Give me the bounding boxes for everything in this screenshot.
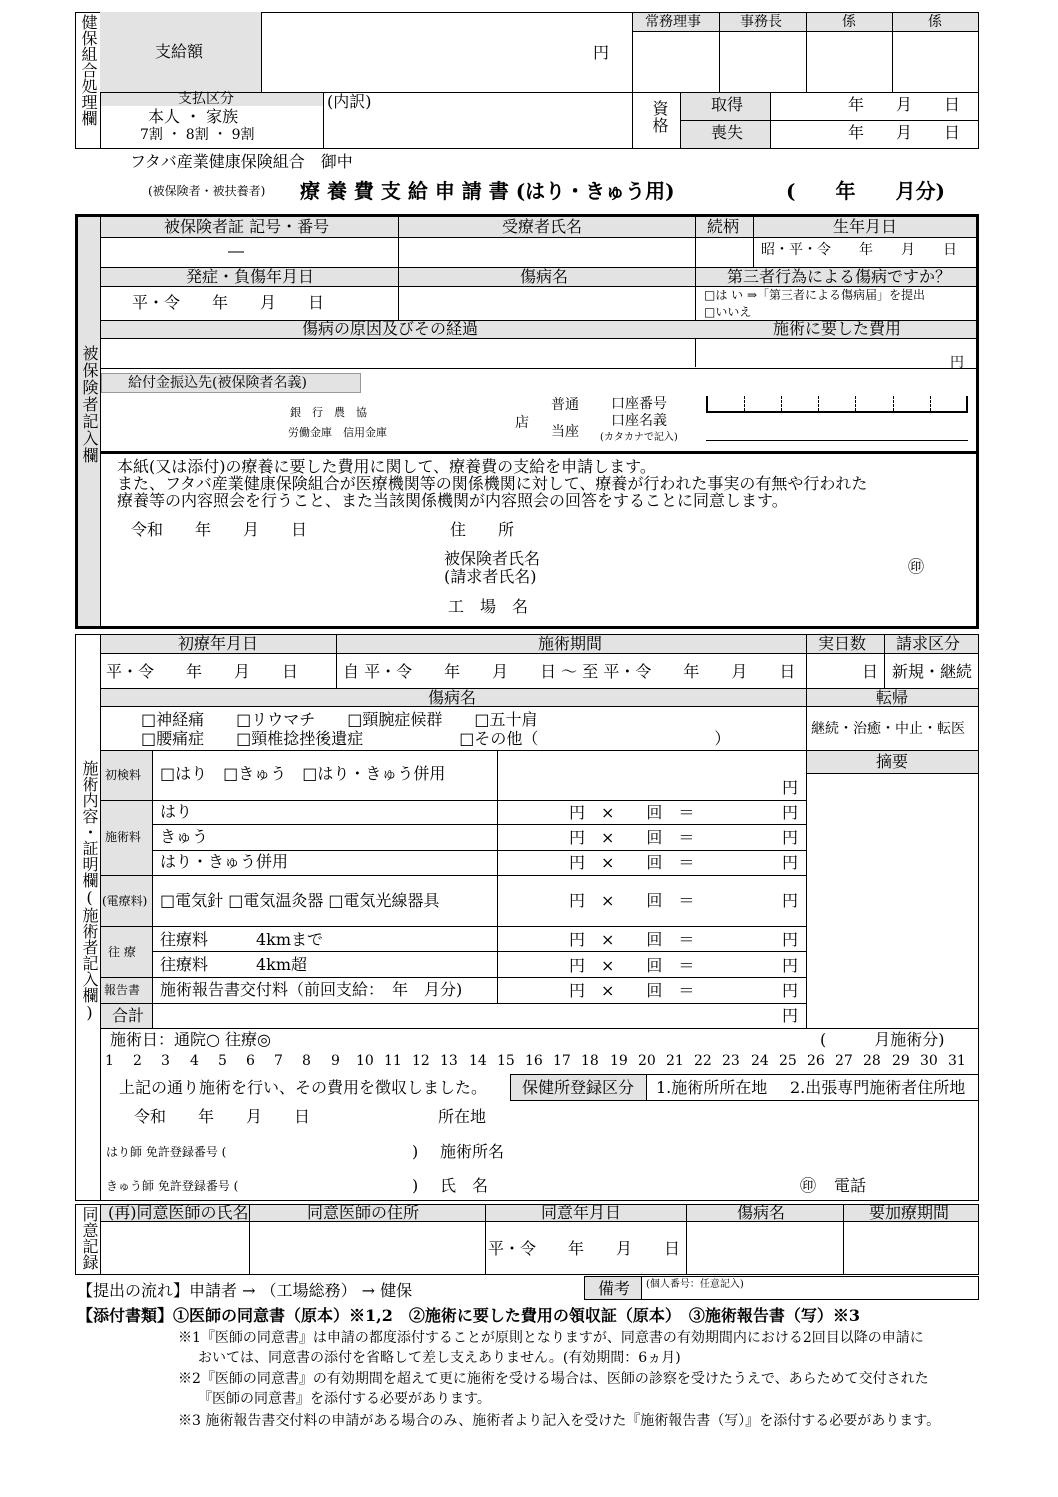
shoryo-label: 初療年月日 [178,634,259,653]
sejutsu-hari: はり [160,802,193,821]
uchiwake-label: (内訳) [327,92,372,111]
sejutsu-heiyo-yen: 円 [782,853,799,872]
genin-label: 傷病の原因及びその経過 [302,319,479,338]
treatment-day[interactable]: 18 [581,1053,599,1069]
soshitsu-label: 喪失 [711,123,744,142]
approval-jomu: 常務理事 [645,14,701,30]
jitsu-nichi: 日 [862,662,879,681]
denwa-label: 電話 [834,1176,867,1195]
shikyu-yen: 円 [593,43,610,62]
harishi-label: はり師 免許登録番号 ( [106,1145,227,1159]
shobyo-label: 傷病名 [520,267,569,286]
treatment-day[interactable]: 31 [948,1053,966,1069]
sejutsu-date[interactable]: 令和 年 月 日 [134,1107,311,1126]
koza-no-label: 口座番号 [611,396,667,412]
consent-side-label: 同意記録 [80,1206,99,1270]
treatment-day[interactable]: 4 [190,1053,199,1069]
treatment-day[interactable]: 10 [356,1053,374,1069]
treatment-days-row [100,1053,979,1071]
daisan-iie[interactable]: □いいえ [704,305,752,319]
kigo-label: 被保険者証 記号・番号 [164,217,330,236]
treatment-day[interactable]: 9 [331,1053,340,1069]
sejutsubi-label: 施術日：通院○ 往療◎ [110,1030,272,1049]
treatment-day[interactable]: 12 [412,1053,430,1069]
treatment-day[interactable]: 19 [610,1053,628,1069]
shimei-label: 氏 名 [440,1176,489,1195]
orai-1-yen: 円 [782,930,799,949]
treatment-day[interactable]: 27 [835,1053,853,1069]
sejutsu-label: 施術料 [105,830,142,844]
shutoku-label: 取得 [711,95,744,114]
hokenjo-option-1[interactable]: 1.施術所所在地 [656,1078,768,1097]
title-month: ( 年 月分) [786,179,945,203]
shoken-yen: 円 [782,778,799,797]
note-1a: ※1『医師の同意書』は申請の都度添付することが原則となりますが、同意書の有効期間内における2回目以降の申請に [178,1330,924,1346]
treatment-day[interactable]: 23 [722,1053,740,1069]
treatment-day[interactable]: 16 [525,1053,543,1069]
daisan-hai[interactable]: □は い ⇒「第三者による傷病届」を提出 [704,288,926,302]
sejutsu-month[interactable]: ( 月施術分) [820,1030,945,1049]
tenki-options[interactable]: 継続・治癒・中止・転医 [811,721,965,737]
koza-mei-field[interactable] [706,440,968,441]
kojo-label: 工 場 名 [448,597,529,616]
note-1b: おいては、同意書の添付を省略して差し支えありません。(有効期間：6ヵ月) [198,1350,681,1366]
treatment-day[interactable]: 5 [218,1053,227,1069]
submit-flow: 【提出の流れ】申請者 → （工場総務） → 健保 [77,1281,413,1300]
shoken-label: 初検料 [105,768,142,782]
treatment-day[interactable]: 3 [161,1053,170,1069]
treatment-day[interactable]: 13 [440,1053,458,1069]
seinen-label: 生年月日 [833,217,898,236]
soshitsu-date[interactable]: 年 月 日 [848,123,961,142]
shikyu-label: 支給額 [155,42,204,61]
cons-ishi-label: (再)同意医師の氏名 [108,1203,249,1222]
hokoku-yen: 円 [782,981,799,1000]
sejutsu-heiyo-calc[interactable]: 円 × 回 ＝ [569,853,695,872]
honnin-kazoku: 本人 ・ 家族 [148,107,239,126]
bank-type-1[interactable]: 銀 行 農 協 [290,406,367,419]
cons-jusho-label: 同意医師の住所 [307,1203,420,1222]
shimei-label-2: (請求者氏名) [444,567,537,586]
tenki-label: 転帰 [876,688,909,707]
treatment-day[interactable]: 22 [694,1053,712,1069]
koza-mei-label: 口座名義 [611,413,667,429]
toza-option[interactable]: 当座 [551,424,579,440]
hassho-date[interactable]: 平・令 年 月 日 [132,293,325,312]
furikomi-label: 給付金振込先(被保険者名義) [128,375,307,391]
disease-options-2[interactable]: □腰痛症 □頸椎捻挫後遺症 □その他（ ） [141,729,731,748]
tekiyo-label: 摘要 [876,752,909,771]
bank-type-2[interactable]: 労働金庫 信用金庫 [288,426,387,439]
trt-seal-mark: ㊞ [800,1176,817,1195]
note-2b: 『医師の同意書』を添付する必要があります。 [198,1391,491,1407]
jitsu-label: 実日数 [818,634,867,653]
biko-label: 備考 [598,1279,631,1298]
orai-2-calc[interactable]: 円 × 回 ＝ [569,956,695,975]
wari-options: 7割 ・ 8割 ・ 9割 [140,127,255,143]
orai-1: 往療料 4kmまで [160,930,324,949]
treatment-day[interactable]: 8 [302,1053,311,1069]
kenpo-side-label: 健保組合処理欄 [79,14,98,126]
treatment-day[interactable]: 26 [807,1053,825,1069]
kana-note: (カタカナで記入) [600,432,678,443]
futsu-option[interactable]: 普通 [551,397,579,413]
declaration-3: 療養等の内容照会を行うこと、また当該関係機関が内容照会の回答をすることに同意します。 [117,491,788,510]
biko-box [584,1276,979,1300]
treatment-day[interactable]: 7 [274,1053,283,1069]
seikyu-options[interactable]: 新規・継続 [892,662,973,681]
denryo-options[interactable]: □電気針 □電気温灸器 □電気光線器具 [160,891,440,910]
treatment-day[interactable]: 2 [133,1053,142,1069]
hokenjo-option-2[interactable]: 2.出張専門施術者住所地 [790,1078,966,1097]
choshu-statement: 上記の通り施術を行い、その費用を徴収しました。 [119,1078,488,1097]
declaration-2: また、フタバ産業健康保険組合が医療機関等の関係機関に対して、療養が行われた事実の有無や行われた [117,474,868,493]
treatment-day[interactable]: 25 [779,1053,797,1069]
sejutsu-hari-yen: 円 [782,803,799,822]
jushin-label: 受療者氏名 [502,217,583,236]
treatment-side-label: 施術内容・証明欄(施術者記入欄) [80,760,99,1022]
seal-mark: ㊞ [908,557,925,576]
cons-date-label: 同意年月日 [541,1203,622,1222]
note-2a: ※2『医師の同意書』の有効期間を超えて更に施術を受ける場合は、医師の診察を受けたうえで、あらためて交付された [178,1371,929,1387]
denryo-calc[interactable]: 円 × 回 ＝ [569,891,695,910]
sejutsu-hari-calc[interactable]: 円 × 回 ＝ [569,803,695,822]
trt-shobyo-label: 傷病名 [428,688,477,707]
treatment-day[interactable]: 24 [751,1053,769,1069]
denryo-yen: 円 [782,891,799,910]
orai-label: 往 療 [108,945,136,959]
sejutsu-kyu-yen: 円 [782,828,799,847]
hassho-label: 発症・負傷年月日 [186,267,315,286]
shozai-label: 所在地 [438,1107,487,1126]
treatment-day[interactable]: 30 [920,1053,938,1069]
denryo-label: (電療料) [102,894,148,908]
approval-kakari-2: 係 [928,14,942,30]
shimei-label-1: 被保険者氏名 [444,549,541,568]
treatment-day[interactable]: 1 [105,1053,114,1069]
gokei-label: 合計 [112,1006,145,1025]
kikan-label: 施術期間 [538,634,603,653]
note-3: ※3 施術報告書交付料の申請がある場合のみ、施術者より記入を受けた『施術報告書（写）』を添付する必要があります。 [178,1413,941,1429]
treatment-day[interactable]: 29 [892,1053,910,1069]
insured-side-label: 被保険者記入欄 [80,345,99,464]
sejutsu-heiyo: はり・きゅう併用 [160,852,289,871]
cons-kikan-label: 要加療期間 [869,1203,950,1222]
treatment-day[interactable]: 28 [863,1053,881,1069]
hiyo-label: 施術に要した費用 [773,319,902,338]
disease-options-1[interactable]: □神経痛 □リウマチ □頸腕症候群 □五十肩 [141,710,538,729]
title-prefix: (被保険者・被扶養者) [148,184,266,198]
page-title: 療 養 費 支 給 申 請 書 (はり・きゅう用) [300,179,675,203]
treatment-day[interactable]: 17 [553,1053,571,1069]
declaration-1: 本紙(又は添付)の療養に要した費用に関して、療養費の支給を申請します。 [117,457,656,476]
kyushi-close: ) [412,1176,419,1195]
tempu-shorui: 【添付書類】①医師の同意書（原本）※1,2 ②施術に要した費用の領収証（原本） ③施術報告書（写）※3 [77,1306,860,1325]
treatment-day[interactable]: 15 [497,1053,515,1069]
orai-2-yen: 円 [782,956,799,975]
shoken-options[interactable]: □はり □きゅう □はり・きゅう併用 [160,764,446,783]
kyushi-label: きゅう師 免許登録番号 ( [106,1179,239,1193]
declaration-date[interactable]: 令和 年 月 日 [131,520,308,539]
koza-no-field[interactable] [706,411,968,413]
shiharai-label: 支払区分 [178,91,234,107]
shoryo-date[interactable]: 平・令 年 月 日 [106,662,299,681]
treatment-day[interactable]: 6 [246,1053,255,1069]
hiyo-yen: 円 [950,355,964,371]
daisan-label: 第三者行為による傷病ですか？ [727,267,952,286]
hokoku-value: 施術報告書交付料（前回支給： 年 月分) [160,980,463,999]
approval-kakari-1: 係 [842,14,856,30]
approval-jimucho: 事務長 [740,14,782,30]
zokugara-label: 続柄 [707,217,740,236]
gokei-yen: 円 [782,1006,799,1025]
addressee: フタバ産業健康保険組合 御中 [130,152,353,171]
treatment-day[interactable]: 14 [469,1053,487,1069]
shikaku-label: 資格 [650,100,669,134]
jusho-label: 住 所 [450,520,515,539]
jutsujo-label: 施術所名 [440,1142,505,1161]
period-dates[interactable]: 自 平・令 年 月 日 ～ 至 平・令 年 月 日 [343,662,796,681]
seikyu-label: 請求区分 [896,634,961,653]
treatment-day[interactable]: 21 [666,1053,684,1069]
sejutsu-kyu: きゅう [160,827,209,846]
hokoku-calc[interactable]: 円 × 回 ＝ [569,981,695,1000]
orai-1-calc[interactable]: 円 × 回 ＝ [569,930,695,949]
ten-label: 店 [515,415,529,431]
birth-date[interactable]: 昭・平・令 年 月 日 [761,242,957,258]
sejutsu-kyu-calc[interactable]: 円 × 回 ＝ [569,828,695,847]
kigo-dash: ― [228,241,244,260]
orai-2: 往療料 4km超 [160,955,308,974]
shutoku-date[interactable]: 年 月 日 [848,95,961,114]
kojin-note: (個人番号：任意記入) [646,1279,744,1290]
cons-date[interactable]: 平・令 年 月 日 [488,1239,681,1258]
harishi-close: ) [412,1142,419,1161]
hokoku-label: 報告書 [104,983,141,997]
hokenjo-label: 保健所登録区分 [522,1078,635,1097]
treatment-day[interactable]: 11 [384,1053,402,1069]
treatment-day[interactable]: 20 [638,1053,656,1069]
cons-shobyo-label: 傷病名 [737,1203,786,1222]
